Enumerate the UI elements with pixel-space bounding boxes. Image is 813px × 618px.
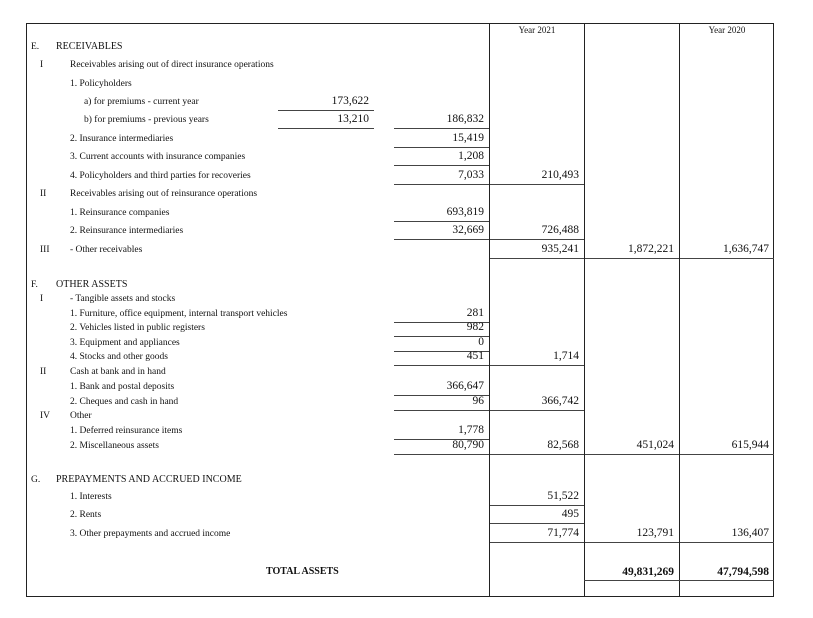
amount-cell: 726,488 bbox=[541, 224, 579, 236]
row-label: b) for premiums - previous years bbox=[84, 115, 209, 125]
amount-underline bbox=[490, 184, 584, 185]
row-label: 1. Interests bbox=[70, 492, 112, 502]
row-label: 2. Vehicles listed in public registers bbox=[70, 323, 205, 333]
row-label: 4. Policyholders and third parties for recoveries bbox=[70, 171, 251, 181]
amount-cell: 281 bbox=[466, 307, 484, 319]
amount-cell: 71,774 bbox=[547, 527, 579, 539]
amount-underline bbox=[490, 454, 584, 455]
amount-underline bbox=[490, 239, 584, 240]
header-year-prior: Year 2020 bbox=[708, 25, 746, 35]
amount-underline bbox=[585, 454, 679, 455]
row-label: a) for premiums - current year bbox=[84, 97, 199, 107]
amount-cell: 935,241 bbox=[541, 243, 579, 255]
amount-cell: 210,493 bbox=[541, 169, 579, 181]
amount-underline bbox=[394, 454, 489, 455]
total-assets-label: TOTAL ASSETS bbox=[266, 566, 339, 577]
amount-cell: 615,944 bbox=[731, 439, 769, 451]
amount-underline bbox=[490, 410, 584, 411]
amount-cell: 451,024 bbox=[636, 439, 674, 451]
row-label: 3. Other prepayments and accrued income bbox=[70, 529, 231, 539]
row-label: 2. Reinsurance intermediaries bbox=[70, 226, 184, 236]
total-underline bbox=[584, 580, 679, 581]
amount-cell: 80,790 bbox=[452, 439, 484, 451]
row-label: Other bbox=[70, 411, 92, 421]
amount-cell: 1,872,221 bbox=[628, 243, 674, 255]
amount-underline bbox=[394, 147, 489, 148]
amount-cell: 96 bbox=[472, 395, 484, 407]
row-label: 1. Bank and postal deposits bbox=[70, 382, 175, 392]
amount-underline bbox=[490, 365, 584, 366]
row-code: I bbox=[40, 60, 44, 70]
row-label: Receivables arising out of reinsurance operations bbox=[70, 189, 258, 199]
amount-cell: 1,714 bbox=[553, 350, 579, 362]
row-label: - Tangible assets and stocks bbox=[70, 294, 176, 304]
amount-underline bbox=[394, 410, 489, 411]
row-code: I bbox=[40, 294, 44, 304]
row-label: Receivables arising out of direct insurance operations bbox=[70, 60, 274, 70]
row-code: III bbox=[40, 245, 50, 255]
amount-underline bbox=[490, 505, 584, 506]
amount-underline bbox=[278, 110, 374, 111]
amount-underline bbox=[585, 258, 679, 259]
row-label: 2. Rents bbox=[70, 510, 102, 520]
amount-cell: 451 bbox=[466, 350, 484, 362]
amount-cell: 32,669 bbox=[452, 224, 484, 236]
row-code: F. bbox=[31, 280, 38, 290]
amount-cell: 186,832 bbox=[446, 113, 484, 125]
column-divider bbox=[584, 23, 585, 597]
row-label: 1. Deferred reinsurance items bbox=[70, 426, 183, 436]
amount-cell: 366,742 bbox=[541, 395, 579, 407]
amount-underline bbox=[585, 542, 679, 543]
amount-cell: 1,778 bbox=[458, 424, 484, 436]
total-assets-prior: 47,794,598 bbox=[717, 566, 769, 578]
column-divider bbox=[679, 23, 680, 597]
row-code: II bbox=[40, 367, 47, 377]
row-label: RECEIVABLES bbox=[56, 41, 123, 52]
amount-underline bbox=[394, 165, 489, 166]
total-underline bbox=[679, 580, 774, 581]
row-label: 4. Stocks and other goods bbox=[70, 352, 168, 362]
amount-underline bbox=[680, 542, 774, 543]
amount-underline bbox=[490, 542, 584, 543]
amount-cell: 495 bbox=[561, 508, 579, 520]
amount-cell: 1,636,747 bbox=[723, 243, 769, 255]
amount-underline bbox=[394, 239, 489, 240]
row-label: 2. Cheques and cash in hand bbox=[70, 397, 179, 407]
row-label: 2. Insurance intermediaries bbox=[70, 134, 174, 144]
total-assets-current: 49,831,269 bbox=[622, 566, 674, 578]
amount-cell: 136,407 bbox=[731, 527, 769, 539]
amount-cell: 13,210 bbox=[337, 113, 369, 125]
amount-cell: 123,791 bbox=[636, 527, 674, 539]
amount-cell: 1,208 bbox=[458, 150, 484, 162]
amount-underline bbox=[680, 258, 774, 259]
amount-cell: 173,622 bbox=[331, 95, 369, 107]
header-year-current: Year 2021 bbox=[518, 25, 556, 35]
row-code: IV bbox=[40, 411, 51, 421]
amount-cell: 693,819 bbox=[446, 206, 484, 218]
row-label: 1. Policyholders bbox=[70, 79, 132, 89]
amount-cell: 0 bbox=[478, 336, 484, 348]
amount-underline bbox=[394, 184, 489, 185]
row-label: 2. Miscellaneous assets bbox=[70, 441, 159, 451]
amount-underline bbox=[394, 221, 489, 222]
row-label: - Other receivables bbox=[70, 245, 143, 255]
amount-underline bbox=[490, 258, 584, 259]
row-code: II bbox=[40, 189, 47, 199]
row-label: 3. Current accounts with insurance companies bbox=[70, 152, 246, 162]
amount-cell: 7,033 bbox=[458, 169, 484, 181]
row-code: G. bbox=[31, 475, 41, 485]
amount-underline bbox=[278, 128, 374, 129]
amount-underline bbox=[394, 365, 489, 366]
row-code: E. bbox=[31, 42, 40, 52]
amount-cell: 982 bbox=[466, 321, 484, 333]
amount-underline bbox=[680, 454, 774, 455]
amount-cell: 51,522 bbox=[547, 490, 579, 502]
row-label: OTHER ASSETS bbox=[56, 279, 128, 290]
amount-underline bbox=[490, 523, 584, 524]
amount-cell: 15,419 bbox=[452, 132, 484, 144]
row-label: Cash at bank and in hand bbox=[70, 367, 166, 377]
amount-cell: 82,568 bbox=[547, 439, 579, 451]
row-label: PREPAYMENTS AND ACCRUED INCOME bbox=[56, 474, 242, 485]
amount-cell: 366,647 bbox=[446, 380, 484, 392]
amount-underline bbox=[394, 128, 489, 129]
row-label: 1. Furniture, office equipment, internal transport vehicles bbox=[70, 309, 288, 319]
row-label: 3. Equipment and appliances bbox=[70, 338, 180, 348]
row-label: 1. Reinsurance companies bbox=[70, 208, 170, 218]
